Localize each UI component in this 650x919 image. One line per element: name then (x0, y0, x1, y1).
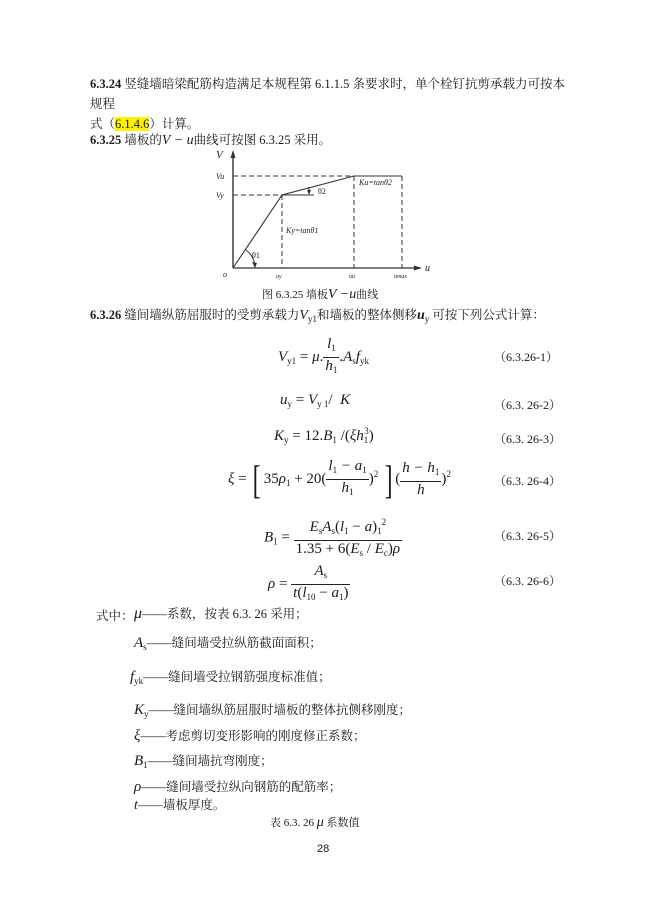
equation-number: （6.3. 26-6） (494, 574, 561, 588)
clause-text: ）计算。 (149, 117, 200, 131)
caption-text: 曲线 (356, 289, 379, 301)
symbol-sub: y (144, 709, 149, 719)
equation-6-3-26-3: $K_y = 12.B_1$ $/(\xi h_1^3)$ (274, 426, 374, 445)
clause-text: 曲线可按图 6.3.25 采用。 (193, 133, 332, 147)
symbol: ξ (134, 728, 141, 744)
clause-text: 缝间墙纵筋屈服时的受剪承载力 (124, 308, 300, 322)
caption-text: 表 6.3. 26 (270, 817, 314, 829)
symbol: K (134, 702, 145, 718)
caption-symbol: μ (316, 815, 324, 830)
ku-annotation: Ku=tanθ2 (359, 178, 392, 187)
math-var: V (299, 308, 308, 323)
where-item-fyk (130, 667, 331, 686)
description: ——考虑剪切变形影响的刚度修正系数； (140, 729, 366, 743)
description: ——缝间墙受拉钢筋强度标准值； (143, 670, 331, 684)
symbol: t (134, 798, 138, 813)
clause-text: 可按下列公式计算： (432, 308, 545, 322)
table-caption (270, 814, 360, 831)
description: ——缝间墙受拉纵向钢筋的配筋率； (141, 780, 342, 794)
highlighted-reference[interactable]: 6.1.4.6 (115, 117, 150, 131)
symbol: μ (134, 605, 143, 622)
tick-uy: uy (276, 274, 282, 280)
clause-6-3-24 (90, 74, 570, 134)
math-sub: y1 (307, 314, 317, 324)
clause-number: 6.3.24 (90, 77, 122, 91)
clause-6-3-26 (90, 305, 545, 329)
caption-text: 图 6.3.25 墙板 (262, 289, 328, 301)
equation-number: （6.3. 26-5） (494, 529, 561, 543)
tick-vy: Vy (216, 191, 224, 200)
symbol: f (130, 669, 135, 685)
page-number: 28 (317, 843, 330, 855)
equation-6-3-26-6: ρ = $\frac{A_s}{t(l_{10} - a_1)}$ (268, 563, 349, 602)
equation-6-3-26-5: $B_1$ = $\frac{E_sA_s(l_1 - a)_1^2}{1.35 + 6(E_s / E_c)\rho}$ (264, 514, 402, 562)
figure-caption (262, 286, 378, 303)
equation-number: （6.3.26-1） (494, 350, 558, 364)
equation-6-3-26-4: ξ = [ $35\rho_1 + 20$( $\frac{l_1 - a_1}{h_1}$ )$^2$ ] ( $\frac{h - h_1}{h}$ )$^2$ (228, 456, 451, 502)
clause-text: 式（ (90, 117, 116, 131)
equation-number: （6.3. 26-4） (494, 474, 561, 488)
clause-number: 6.3.26 (90, 308, 122, 322)
math-inline: V − u (161, 133, 194, 148)
clause-text: 竖缝墙暗梁配筋构造满足本规程第 6.1.1.5 条要求时，单个栓钉抗剪承载力可按本规程 (90, 77, 566, 111)
where-item-as (134, 633, 322, 652)
where-item-mu (134, 604, 308, 623)
axis-label-v: V (216, 149, 223, 161)
clause-text: 墙板的 (124, 133, 162, 147)
where-item-ky (134, 700, 411, 719)
description: ——缝间墙抗弯刚度； (147, 754, 273, 768)
clause-number: 6.3.25 (90, 133, 122, 147)
equation-number: （6.3. 26-3） (494, 432, 561, 446)
equation-6-3-26-2: $u_y = V_{y 1}/$ K (280, 392, 351, 409)
symbol-sub: yk (134, 676, 144, 686)
theta2-label: θ2 (318, 187, 326, 196)
where-item-xi (134, 726, 365, 745)
symbol-sub: s (143, 642, 147, 652)
symbol: A (134, 635, 144, 651)
tick-uu: uu (349, 274, 355, 280)
description: ——缝间墙受拉纵筋截面面积； (146, 636, 322, 650)
caption-math: V −u (328, 287, 357, 302)
where-item-rho (134, 777, 341, 796)
equation-number: （6.3. 26-2） (494, 398, 561, 412)
description: ——系数，按表 6.3. 26 采用； (142, 607, 308, 621)
symbol: ρ (134, 779, 142, 795)
origin-label: o (223, 270, 227, 279)
ky-annotation: Ky=tanθ1 (286, 226, 319, 235)
where-item-b1 (134, 751, 273, 770)
description: ——墙板厚度。 (137, 798, 226, 812)
clause-text: 和墙板的整体侧移 (316, 308, 417, 322)
description: ——缝间墙纵筋屈服时墙板的整体抗侧移刚度； (148, 703, 412, 717)
where-item-t (134, 795, 225, 814)
caption-text: 系数值 (326, 817, 360, 829)
tick-vu: Vu (216, 172, 225, 181)
math-var: u (416, 308, 425, 323)
tick-umax: umax (394, 274, 407, 280)
axis-label-u: u (425, 263, 430, 274)
symbol: B (134, 753, 144, 769)
v-u-curve-figure (210, 148, 440, 288)
equation-6-3-26-1: $V_{y1} = \mu$. $\frac{l_1}{h_1}$ $.A_sf_{yk}$ (278, 336, 370, 375)
math-sub: y (424, 314, 430, 324)
symbol-sub: 1 (143, 760, 148, 770)
where-lead: 式中： (96, 609, 134, 623)
theta1-label: θ1 (252, 251, 260, 260)
